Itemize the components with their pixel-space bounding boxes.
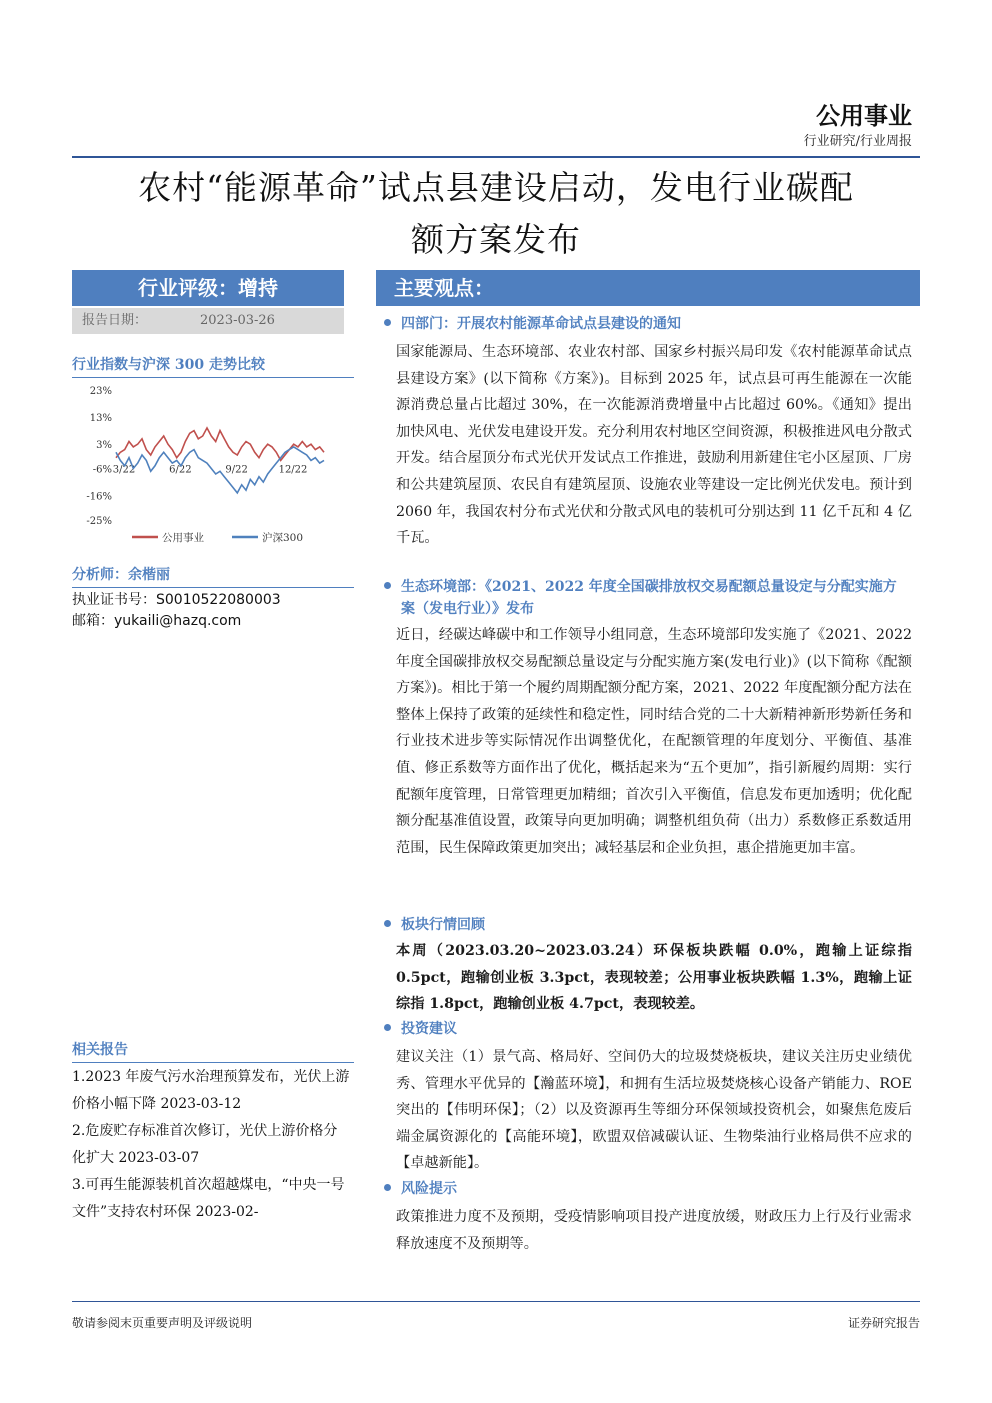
chart-y-tick-label: 23% xyxy=(89,386,112,397)
report-title xyxy=(72,162,920,266)
chart-legend xyxy=(132,531,303,544)
bullet-icon xyxy=(384,1184,391,1191)
title-line-2: 额方案发布 xyxy=(411,220,581,259)
section-head-1: 四部门：开展农村能源革命试点县建设的通知 xyxy=(384,313,681,335)
main-points-header: 主要观点： xyxy=(376,270,920,306)
chart-y-tick-label: -16% xyxy=(86,491,112,503)
report-category: 公用事业 xyxy=(816,102,912,130)
footer-divider xyxy=(72,1301,920,1302)
footer-disclaimer: 敬请参阅末页重要声明及评级说明 xyxy=(72,1316,253,1330)
section-head-4: 投资建议 xyxy=(384,1018,457,1040)
chart-y-axis xyxy=(86,386,112,527)
chart-series-group xyxy=(116,428,324,493)
section-body-2: 近日，经碳达峰碳中和工作领导小组同意，生态环境部印发实施了《2021、2022 年度全国碳排放权交易配额总量设定与分配实施方案(发电行业)》(以下简称《配额方案》)。相比于第一个履约周期配额分配方案，2021、2022 年度配额分配方法在整体上保持了政策的延续性和稳定性，同时结合党的二十大新精神新形势新任务和行业技术进步等实际情况作出调整优化，在配额管理的年度划分、平衡值、基准值、修正系数等方面作出了优化，概括起来为“五个更加”，指引新履约周期：实行配额年度管理，日常管理更加精细；首次引入平衡值，信息发布更加透明；优化配额分配基准值设置，政策导向更加明确；调整机组负荷（出力）系数修正系数适用范围，民生保障政策更加突出；减轻基层和企业负担，惠企措施更加丰富。 xyxy=(396,627,912,856)
chart-x-tick-label: 12/22 xyxy=(278,464,308,476)
bullet-icon xyxy=(384,319,391,326)
report-date-value: 2023-03-26 xyxy=(200,313,275,328)
bullet-icon xyxy=(384,1024,391,1031)
chart-series-line xyxy=(116,428,324,461)
title-line-1: 农村“能源革命”试点县建设启动，发电行业碳配 xyxy=(138,168,854,207)
report-date-label: 报告日期： xyxy=(82,313,148,328)
section-body-4: 建议关注（1）景气高、格局好、空间仍大的垃圾焚烧板块，建议关注历史业绩优秀、管理水平优异的【瀚蓝环境】，和拥有生活垃圾焚烧核心设备产销能力、ROE 突出的【伟明环保】；（2）以及资源再生等细分环保领域投资机会，如聚焦危废后端金属资源化的【高能环境】，欧盟双倍减碳认证、生物柴油行业格局供不应求的【卓越新能】。 xyxy=(396,1049,912,1172)
chart-y-tick-label: 3% xyxy=(96,440,112,452)
related-report-item[interactable]: 3.可再生能源装机首次超越煤电，“中央一号文件”支持农村环保 2023-02- xyxy=(72,1177,345,1220)
header-divider xyxy=(72,156,920,158)
chart-y-tick-label: -6% xyxy=(92,464,112,476)
section-body-3: 本周（2023.03.20~2023.03.24）环保板块跌幅 0.0%，跑输上证综指 0.5pct，跑输创业板 3.3pct，表现较差；公用事业板块跌幅 1.3%，跑输上证综指 1.8pct，跑输创业板 4.7pct，表现较差。 xyxy=(396,943,912,1013)
bullet-icon xyxy=(384,582,391,589)
section-head-3: 板块行情回顾 xyxy=(384,914,485,936)
chart-y-tick-label: 13% xyxy=(89,413,112,425)
chart-x-tick-label: 3/22 xyxy=(112,464,136,476)
analyst-title: 分析师：余楷丽 xyxy=(72,564,354,588)
section-head-5: 风险提示 xyxy=(384,1178,457,1200)
chart-x-tick-label: 9/22 xyxy=(225,464,248,476)
bullet-icon xyxy=(384,920,391,927)
legend-label: 公用事业 xyxy=(162,532,204,544)
chart-section-title: 行业指数与沪深 300 走势比较 xyxy=(72,354,354,378)
related-reports-title: 相关报告 xyxy=(72,1039,354,1063)
report-subcategory: 行业研究/行业周报 xyxy=(803,134,912,149)
related-reports-list xyxy=(72,1064,350,1226)
footer-report-type: 证券研究报告 xyxy=(847,1316,920,1330)
legend-label: 沪深300 xyxy=(262,532,304,544)
industry-rating: 行业评级：增持 xyxy=(72,270,344,306)
index-comparison-chart xyxy=(72,380,354,550)
related-report-item[interactable]: 1.2023 年废气污水治理预算发布，光伏上游价格小幅下降 2023-03-12 xyxy=(72,1069,350,1112)
analyst-email: 邮箱：yukaili@hazq.com xyxy=(72,613,242,629)
chart-y-tick-label: -25% xyxy=(86,516,112,527)
section-head-2: 生态环境部：《2021、2022 年度全国碳排放权交易配额总量设定与分配实施方案（发电行业）》发布 xyxy=(384,576,914,620)
report-date xyxy=(72,308,344,334)
related-report-item[interactable]: 2.危废贮存标准首次修订，光伏上游价格分化扩大 2023-03-07 xyxy=(72,1123,338,1166)
section-body-1: 国家能源局、生态环境部、农业农村部、国家乡村振兴局印发《农村能源革命试点县建设方案》(以下简称《方案》)。目标到 2025 年，试点县可再生能源在一次能源消费总量占比超过 30%，在一次能源消费增量中占比超过 60%。《通知》提出加快风电、光伏发电建设开发。充分利用农村地区空间资源，积极推进风电分散式开发。结合屋顶分布式光伏开发试点工作推进，鼓励利用新建住宅小区屋顶、厂房和公共建筑屋顶、农民自有建筑屋顶、设施农业等建设一定比例光伏发电。预计到 2060 年，我国农村分布式光伏和分散式风电的装机可分别达到 11 亿千瓦和 4 亿千瓦。 xyxy=(396,344,912,547)
chart-x-tick-label: 6/22 xyxy=(169,464,192,476)
section-body-5: 政策推进力度不及预期，受疫情影响项目投产进度放缓，财政压力上行及行业需求释放速度不及预期等。 xyxy=(396,1209,912,1252)
analyst-license: 执业证书号：S0010522080003 xyxy=(72,592,281,608)
